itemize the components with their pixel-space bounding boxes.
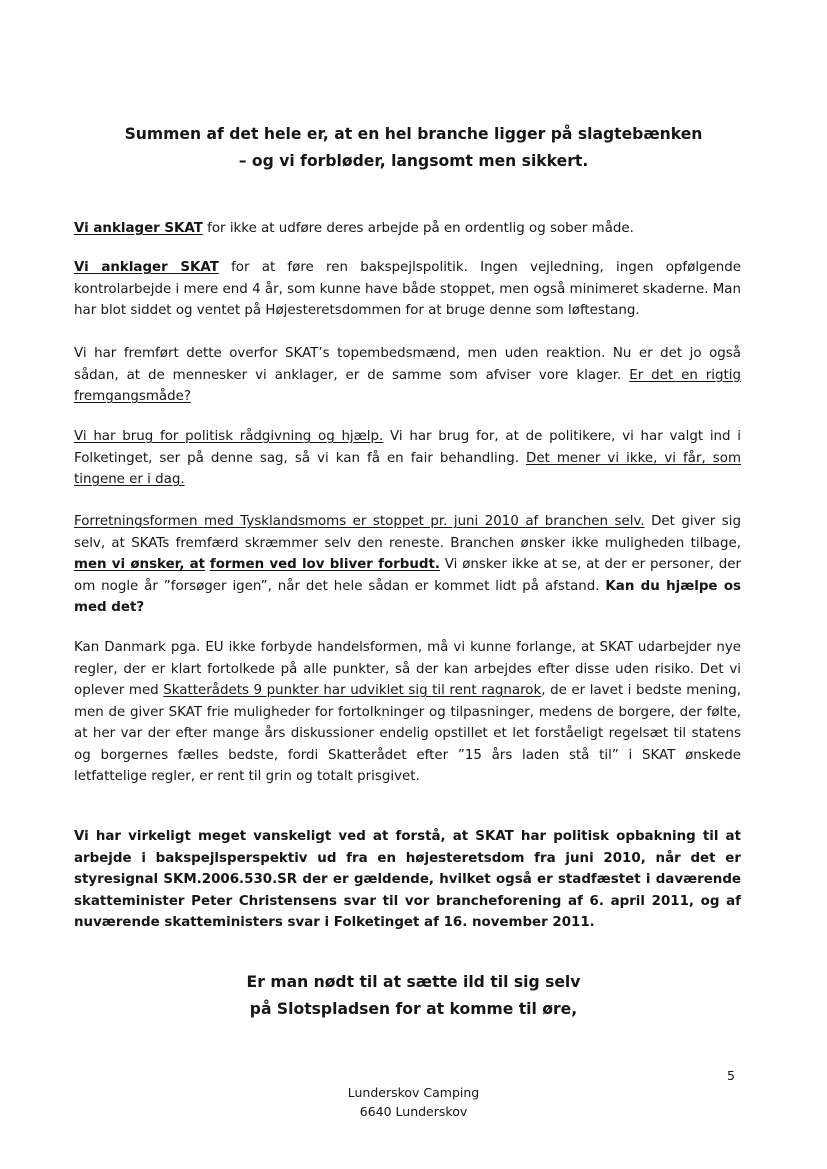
page-heading [100,121,727,175]
closing-line-2: på Slotspladsen for at komme til øre, [249,1000,578,1018]
paragraph-6 [74,637,741,788]
bold-underlined-phrase: formen ved lov bliver forbudt. [209,557,440,572]
paragraph-text: Vi har virkeligt meget vanskeligt ved at forstå, at SKAT har politisk opbakning til at arbejde i bakspejlsperspektiv ud fra en højesteretsdom fra juni 2010, når det er styresignal SKM.2006.530.SR der er gældende, hvilket også er stadfæstet i daværende skatteminister Peter Christensens svar til vor brancheforening af 6. april 2011, og af nuværende skatteministers svar i Folketinget af 16. november 2011. [74,829,741,930]
closing-line-1: Er man nødt til at sætte ild til sig selv [246,973,581,991]
page-footer [0,1083,827,1121]
paragraph-4 [74,426,741,491]
heading-line-2: – og vi forbløder, langsomt men sikkert. [238,152,589,170]
paragraph-2 [74,257,741,322]
paragraph-text: for at føre ren bakspejlspolitik. Ingen vejledning, ingen opfølgende kontrolarbejde i mere end 4 år, som kunne have både stoppet, men også minimeret skaderne. Man har blot siddet og ventet på Højesteretsdommen for at bruge denne som løftestang. [74,260,741,318]
underlined-phrase: Er det en rigtig fremgangsmåde? [74,367,741,404]
paragraph-text: , de er lavet i bedste mening, men de giver SKAT frie muligheder for fortolkninger og tilpasninger, medens de borgere, der følte, at her var der efter mange års diskussioner endelig opstillet et let forståeligt regelsæt til statens og borgernes fælles bedste, fordi Skatterådet efter ”15 års laden stå til” i SKAT ønskede letfattelige regler, er rent til grin og totalt prisgivet. [74,683,741,784]
paragraph-text: Kan Danmark pga. EU ikke forbyde handelsformen, må vi kunne forlange, at SKAT udarbejder nye regler, der er klart fortolkede på alle punkter, så der kan arbejdes efter disse uden risiko. Det vi oplever med [74,640,741,698]
paragraph-1 [74,218,741,240]
underlined-phrase: Det mener vi ikke, vi får, som tingene er i dag. [74,450,741,487]
underlined-phrase: Skatterådets 9 punkter har udviklet sig til rent ragnarok [163,683,542,698]
paragraph-5 [74,511,741,619]
paragraph-text: Vi har fremført dette overfor SKAT’s topembedsmænd, men uden reaktion. Nu er det jo også sådan, at de mennesker vi anklager, er de samme som afviser vore klager. [74,346,741,383]
underlined-phrase: Vi anklager SKAT [74,221,203,236]
paragraph-text: Vi ønsker ikke at se, at der er personer, der om nogle år ”forsøger igen”, når det hele sådan er kommet lidt på afstand. [74,557,741,594]
underlined-phrase: Forretningsformen med Tysklandsmoms er stoppet pr. juni 2010 af branchen selv. [74,514,645,529]
closing-statement [0,969,827,1023]
heading-line-1: Summen af det hele er, at en hel branche ligger på slagtebænken [124,125,703,143]
page-number: 5 [727,1068,735,1083]
paragraph-3 [74,343,741,408]
bold-phrase: Kan du hjælpe os med det? [74,578,741,615]
paragraph-text: Det giver sig selv, at SKATs fremfærd skræmmer selv den reneste. Branchen ønsker ikke muligheden tilbage, [74,514,741,551]
underlined-phrase: Vi har brug for politisk rådgivning og hjælp. [74,429,384,444]
footer-line-1: Lunderskov Camping [347,1085,480,1100]
underlined-phrase: Vi anklager SKAT [74,260,219,275]
footer-line-2: 6640 Lunderskov [359,1104,468,1119]
paragraph-text: for ikke at udføre deres arbejde på en ordentlig og sober måde. [202,221,634,236]
paragraph-text: Vi har brug for, at de politikere, vi har valgt ind i Folketinget, ser på denne sag, så vi kan få en fair behandling. [74,429,741,466]
bold-underlined-phrase: men vi ønsker, at [74,557,206,572]
paragraph-7 [74,826,741,934]
